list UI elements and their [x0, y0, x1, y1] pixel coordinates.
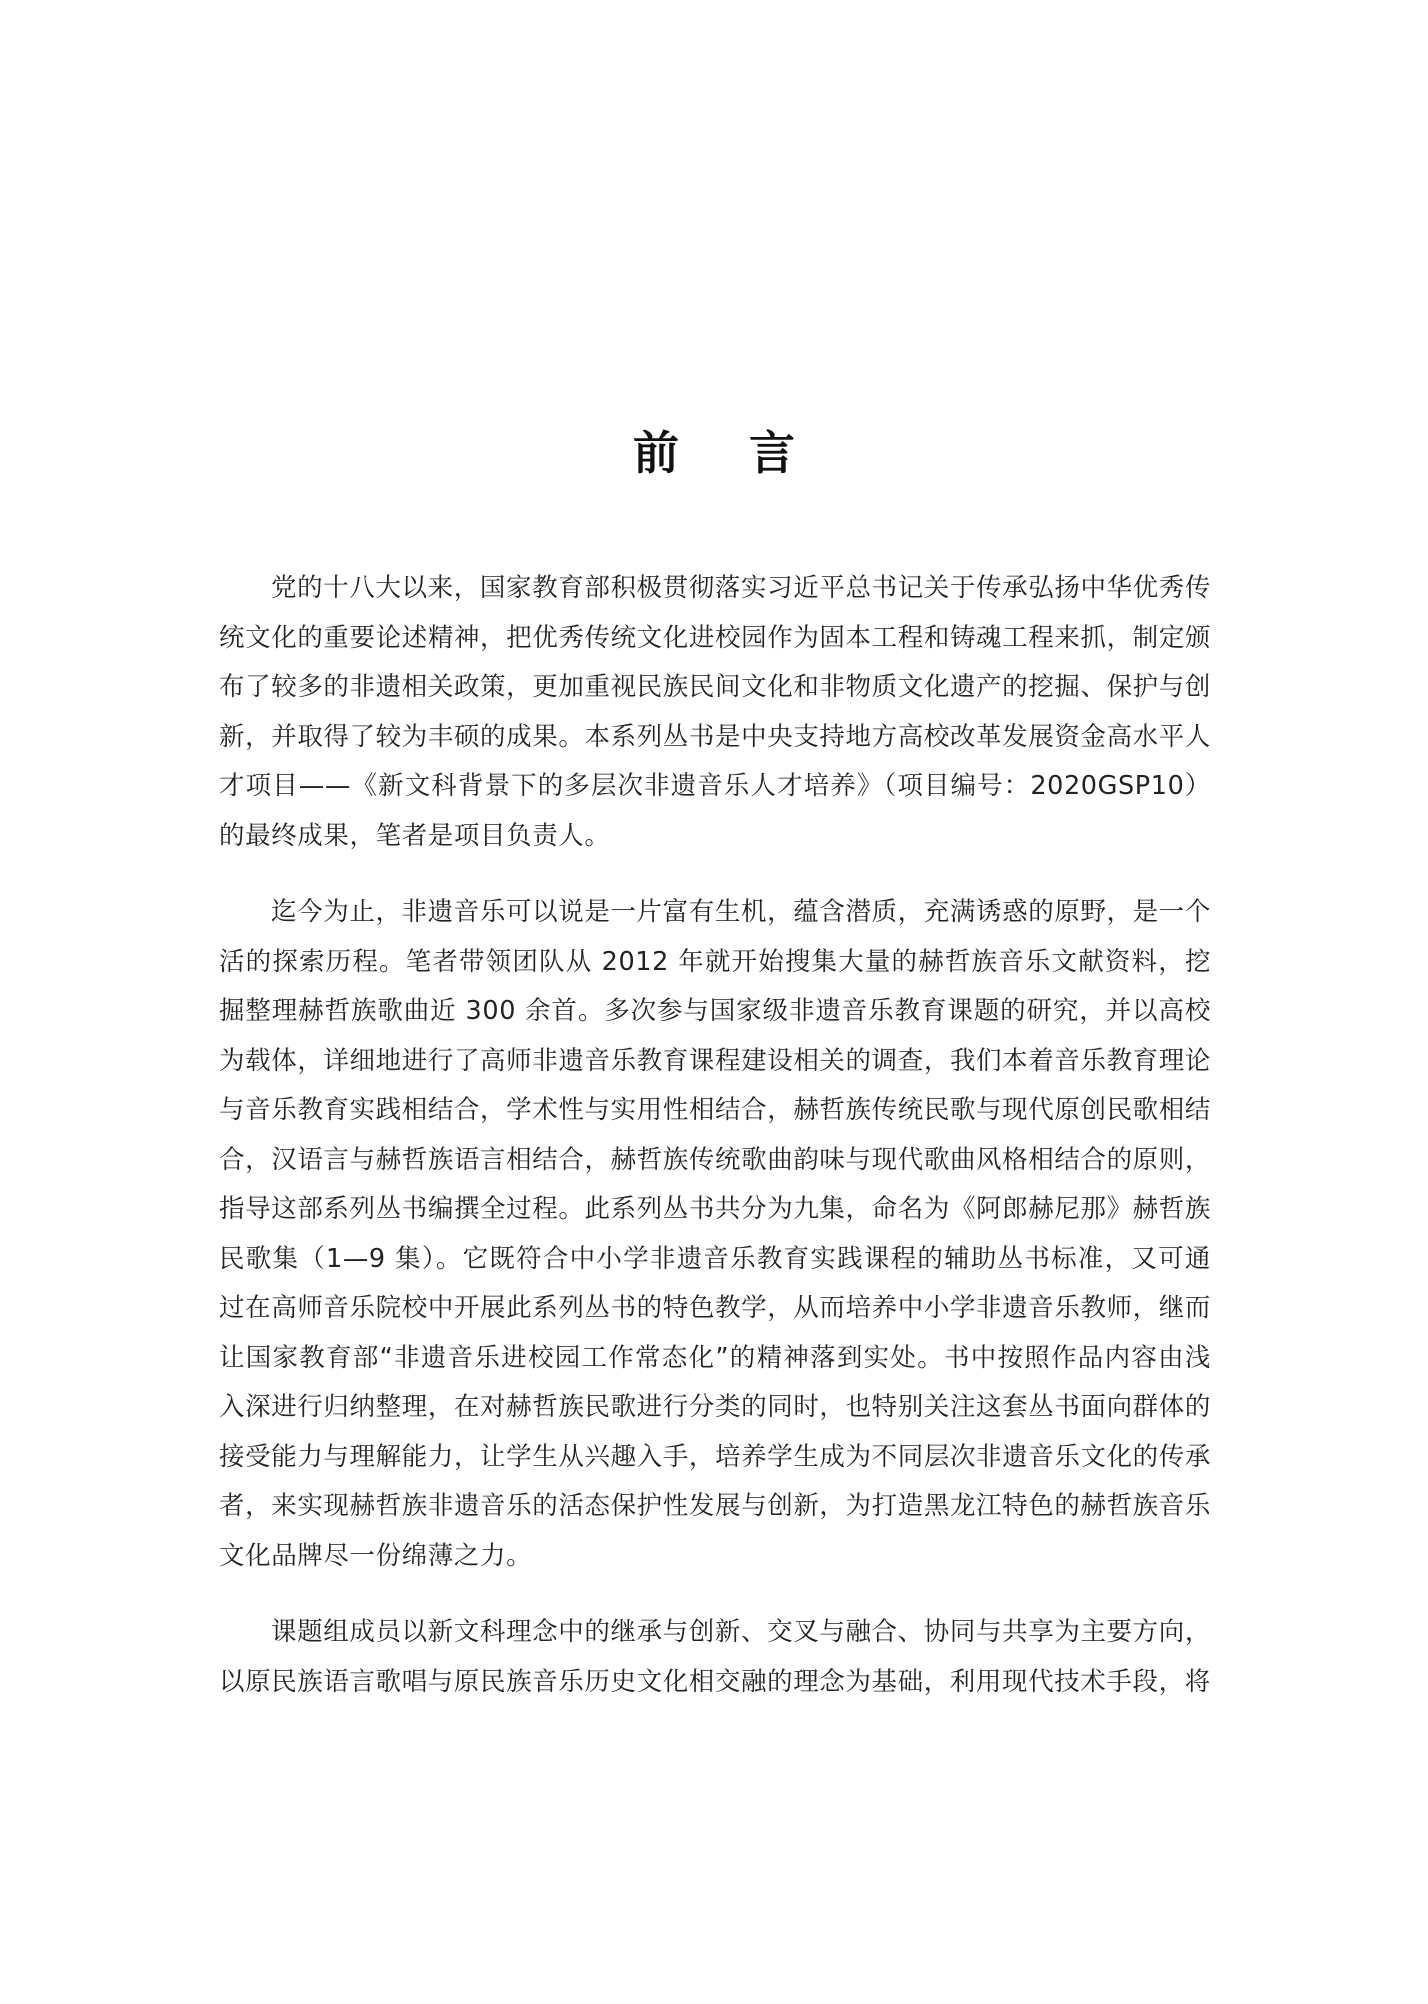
- paragraph-1: 党的十八大以来，国家教育部积极贯彻落实习近平总书记关于传承弘扬中华优秀传统文化的重要论述精神，把优秀传统文化进校园作为固本工程和铸魂工程来抓，制定颁布了较多的非遗相关政策，更加重视民族民间文化和非物质文化遗产的挖掘、保护与创新，并取得了较为丰硕的成果。本系列丛书是中央支持地方高校改革发展资金高水平人才项目——《新文科背景下的多层次非遗音乐人才培养》（项目编号：2020GSP10）的最终成果，笔者是项目负责人。: [219, 573, 1211, 851]
- document-body: [219, 564, 1211, 1734]
- paragraph-3: 课题组成员以新文科理念中的继承与创新、交叉与融合、协同与共享为主要方向，以原民族语言歌唱与原民族音乐历史文化相交融的理念为基础，利用现代技术手段，将: [219, 1617, 1211, 1697]
- paragraph-2: 迄今为止，非遗音乐可以说是一片富有生机，蕴含潜质，充满诱惑的原野，是一个活的探索历程。笔者带领团队从 2012 年就开始搜集大量的赫哲族音乐文献资料，挖掘整理赫哲族歌曲近 300 余首。多次参与国家级非遗音乐教育课题的研究，并以高校为载体，详细地进行了高师非遗音乐教育课程建设相关的调查，我们本着音乐教育理论与音乐教育实践相结合，学术性与实用性相结合，赫哲族传统民歌与现代原创民歌相结合，汉语言与赫哲族语言相结合，赫哲族传统歌曲韵味与现代歌曲风格相结合的原则，指导这部系列丛书编撰全过程。此系列丛书共分为九集，命名为《阿郎赫尼那》赫哲族民歌集（1—9 集）。它既符合中小学非遗音乐教育实践课程的辅助丛书标准，又可通过在高师音乐院校中开展此系列丛书的特色教学，从而培养中小学非遗音乐教师，继而让国家教育部“非遗音乐进校园工作常态化”的精神落到实处。书中按照作品内容由浅入深进行归纳整理，在对赫哲族民歌进行分类的同时，也特别关注这套丛书面向群体的接受能力与理解能力，让学生从兴趣入手，培养学生成为不同层次非遗音乐文化的传承者，来实现赫哲族非遗音乐的活态保护性发展与创新，为打造黑龙江特色的赫哲族音乐文化品牌尽一份绵薄之力。: [219, 897, 1211, 1571]
- page-title: 前言: [633, 425, 865, 480]
